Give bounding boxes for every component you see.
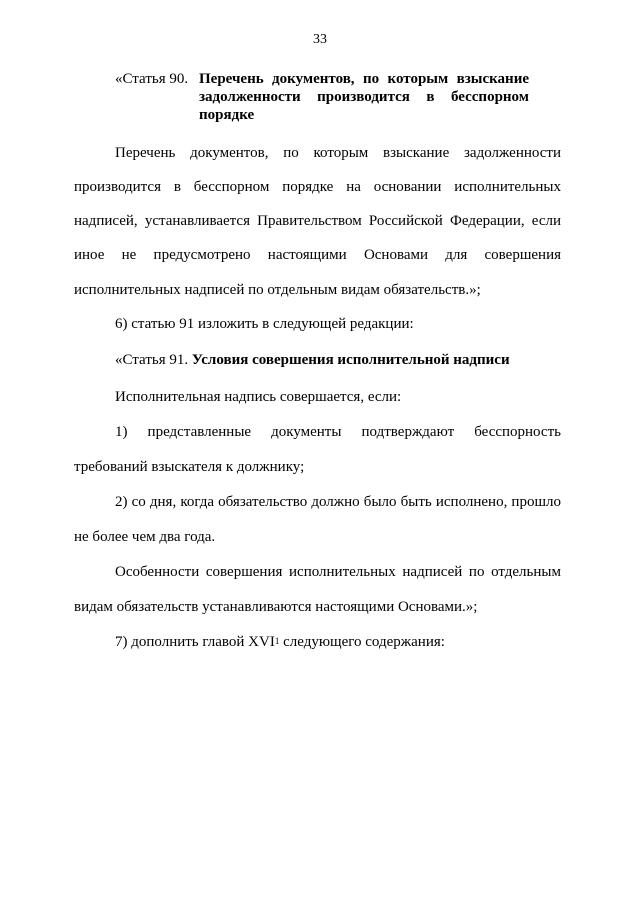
condition-2-line: не более чем два года. xyxy=(74,529,216,545)
paragraph-line: исполнительных надписей по отдельным видам обязательств.»; xyxy=(74,282,481,298)
article-90-title-line: задолженности производится в бесспорном xyxy=(199,89,529,105)
article-90-title-line: порядке xyxy=(199,107,255,123)
item-7-text-after: следующего содержания: xyxy=(279,634,445,650)
article-91-title: Условия совершения исполнительной надписи xyxy=(191,352,510,368)
paragraph-line: Перечень документов, по которым взыскание задолженности xyxy=(115,145,561,161)
amendment-item-6: 6) статью 91 изложить в следующей редакции: xyxy=(115,316,414,332)
paragraph-line: производится в бесспорном порядке на основании исполнительных xyxy=(74,179,561,195)
paragraph-line: иное не предусмотрено настоящими Основами для совершения xyxy=(74,247,561,263)
article-91-heading xyxy=(115,351,510,369)
article-90-title-line: Перечень документов, по которым взыскание xyxy=(199,71,529,87)
article-91-prefix: «Статья 91. xyxy=(115,352,189,368)
paragraph-line: видам обязательств устанавливаются настоящими Основами.»; xyxy=(74,599,478,615)
condition-1-line: 1) представленные документы подтверждают бесспорность xyxy=(115,424,561,440)
condition-2-line: 2) со дня, когда обязательство должно было быть исполнено, прошло xyxy=(115,494,561,510)
amendment-item-7 xyxy=(115,633,445,651)
article-90-title xyxy=(199,70,529,124)
item-7-text: 7) дополнить главой XVI xyxy=(115,634,275,650)
paragraph-line: Особенности совершения исполнительных надписей по отдельным xyxy=(115,564,561,580)
paragraph-line: Исполнительная надпись совершается, если: xyxy=(115,389,402,405)
paragraph-line: надписей, устанавливается Правительством Российской Федерации, если xyxy=(74,213,561,229)
article-90-prefix: «Статья 90. xyxy=(115,71,189,87)
chapter-superscript: 1 xyxy=(274,636,280,646)
page-number: 33 xyxy=(313,32,327,47)
condition-1-line: требований взыскателя к должнику; xyxy=(74,459,305,475)
